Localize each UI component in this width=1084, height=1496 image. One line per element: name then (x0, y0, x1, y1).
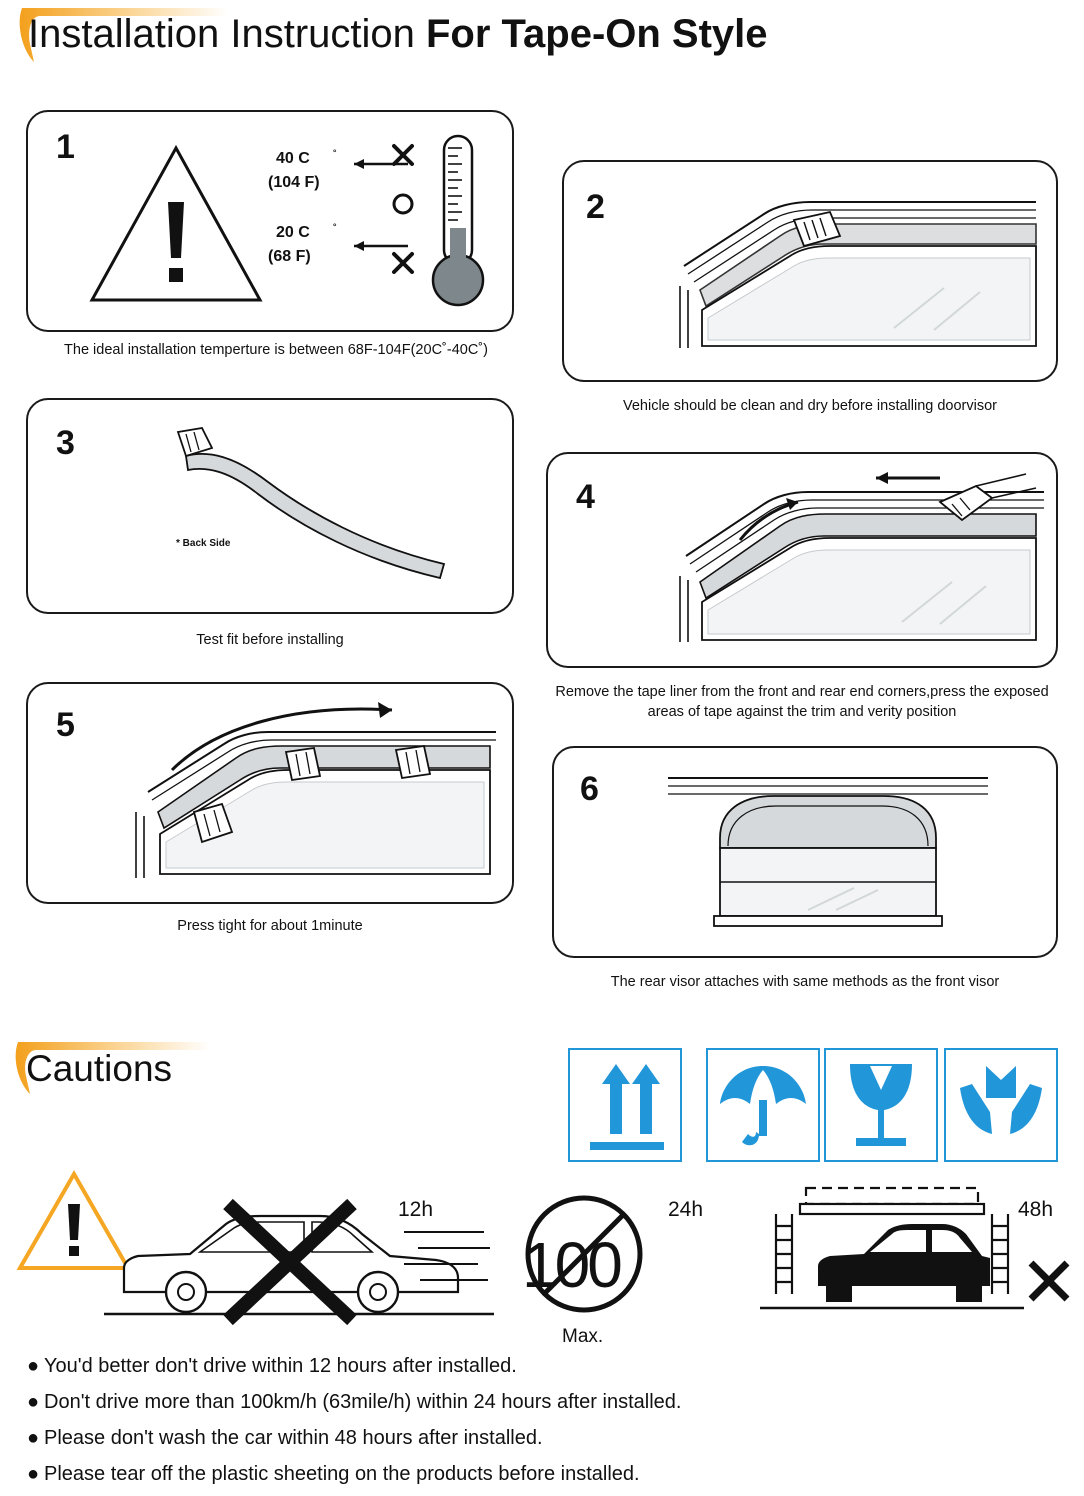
label-24h: 24h (668, 1198, 704, 1221)
step-number-3: 3 (56, 424, 75, 462)
press-visor-illustration (106, 692, 506, 898)
step-panel-3 (26, 398, 514, 614)
no-driving-12h-illustration (104, 1198, 494, 1328)
temp-low-celsius: 20 C (276, 224, 310, 241)
step-caption-1: The ideal installation temperture is between 68F-104F(20C˚-40C˚) (64, 342, 488, 358)
step-panel-5 (26, 682, 514, 904)
bullet-text: Please don't wash the car within 48 hours after installed. (44, 1427, 543, 1449)
cautions-title: Cautions (26, 1048, 173, 1089)
cautions-bullet-list (22, 1352, 1062, 1496)
visor-backside-illustration (138, 426, 468, 586)
list-item (22, 1424, 1062, 1452)
page-header (0, 0, 1084, 76)
temp-low-fahrenheit: (68 F) (268, 248, 311, 265)
bullet-marker: ● (26, 1427, 40, 1449)
step-panel-6 (552, 746, 1058, 958)
no-car-wash-illustration (760, 1182, 1024, 1332)
page-title (28, 8, 768, 60)
page-title-normal: Installation Instruction (28, 12, 426, 56)
step-caption-3: Test fit before installing (196, 632, 344, 648)
keep-dry-umbrella-icon (708, 1050, 818, 1160)
step-number-2: 2 (586, 188, 605, 226)
step-caption-2: Vehicle should be clean and dry before installing doorvisor (622, 398, 997, 414)
bullet-text: Please tear off the plastic sheeting on the products before installed. (44, 1463, 640, 1485)
bullet-marker: ● (26, 1391, 40, 1413)
step-number-4: 4 (576, 478, 595, 516)
step-panel-1 (26, 110, 514, 332)
step-caption-6: The rear visor attaches with same methods as the front visor (610, 974, 1000, 990)
list-item (22, 1352, 1062, 1380)
warning-triangle-icon (86, 140, 266, 310)
degree-mark-high: ˚ (333, 148, 337, 162)
bullet-marker: ● (26, 1355, 40, 1377)
bullet-marker: ● (26, 1463, 40, 1485)
step-caption-5: Press tight for about 1minute (177, 918, 363, 934)
rear-visor-illustration (658, 762, 998, 946)
car-window-cleaning-illustration (644, 178, 1044, 368)
list-item (22, 1460, 1062, 1488)
step-number-5: 5 (56, 706, 75, 744)
shipping-icon-box-this-side-up (568, 1048, 682, 1162)
step-number-1: 1 (56, 128, 75, 166)
shipping-icon-box-handle-with-care (944, 1048, 1058, 1162)
speed-value-100: 100 (522, 1229, 620, 1301)
step-panel-4 (546, 452, 1058, 668)
shipping-icon-box-fragile (824, 1048, 938, 1162)
back-side-note: * Back Side (176, 538, 231, 549)
temp-high-fahrenheit: (104 F) (268, 174, 320, 191)
page-title-bold: For Tape-On Style (426, 12, 768, 56)
step-panel-2 (562, 160, 1058, 382)
list-item (22, 1388, 1062, 1416)
label-48h: 48h (1018, 1198, 1054, 1221)
bullet-text: You'd better don't drive within 12 hours after installed. (44, 1355, 517, 1377)
label-12h: 12h (398, 1198, 434, 1221)
tape-liner-removal-illustration (640, 464, 1052, 664)
step-caption-4: Remove the tape liner from the front and rear end corners,press the exposed areas of tape against the trim and verity position (555, 684, 1049, 720)
step-number-6: 6 (580, 770, 599, 808)
fragile-glass-icon (826, 1050, 936, 1160)
handle-with-care-icon (946, 1050, 1056, 1160)
bullet-text: Don't drive more than 100km/h (63mile/h) within 24 hours after installed. (44, 1391, 682, 1413)
this-side-up-icon (570, 1050, 680, 1160)
thermometer-icon (426, 132, 498, 314)
no-wash-cross-icon (1026, 1258, 1072, 1304)
shipping-icon-box-keep-dry (706, 1048, 820, 1162)
temp-high-celsius: 40 C (276, 150, 310, 167)
speed-max-label: Max. (562, 1326, 604, 1347)
degree-mark-low: ˚ (333, 222, 337, 236)
